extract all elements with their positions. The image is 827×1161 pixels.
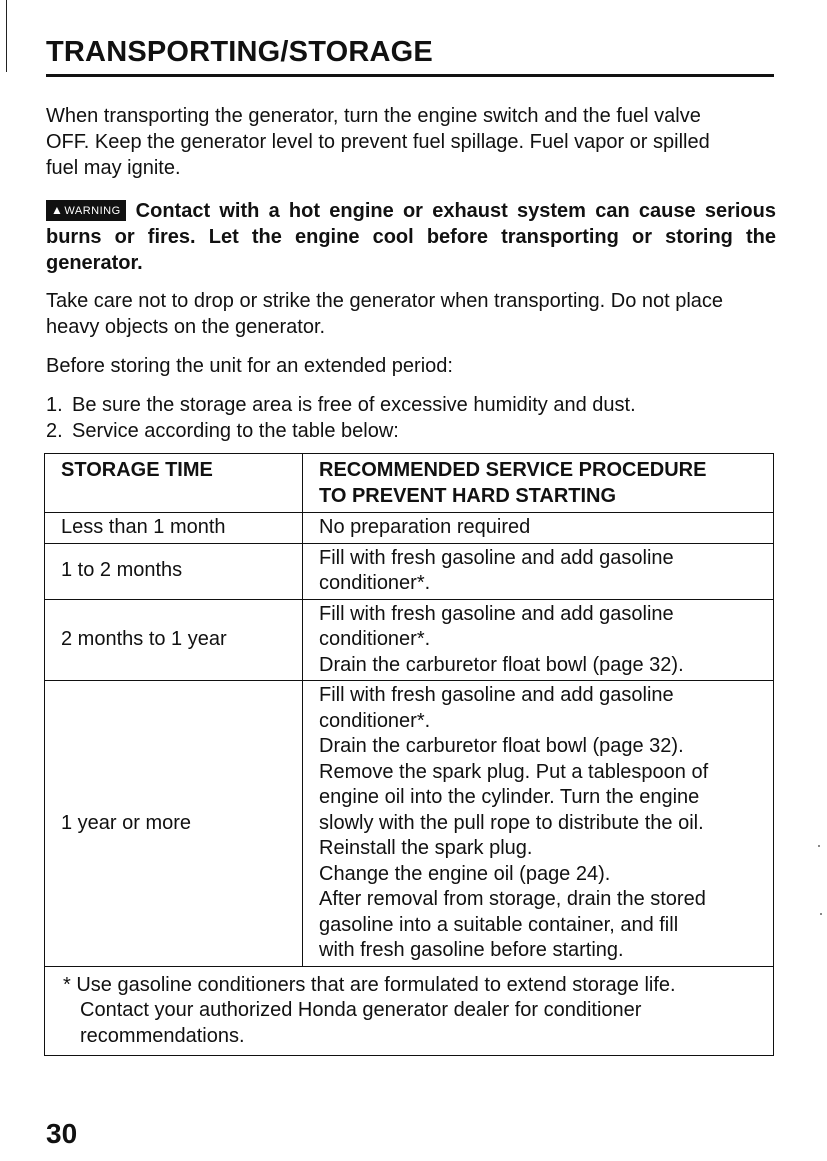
procedure-line: Remove the spark plug. Put a tablespoon of: [319, 760, 709, 783]
list-item: [46, 392, 776, 418]
procedure-line: Fill with fresh gasoline and add gasoline: [319, 684, 674, 706]
scan-speck: [818, 845, 820, 847]
procedure-line: engine oil into the cylinder. Turn the engine: [319, 786, 700, 808]
step-text: Be sure the storage area is free of excessive humidity and dust.: [72, 394, 636, 416]
procedure-line: Drain the carburetor float bowl (page 32).: [319, 735, 684, 757]
footnote-cell: [45, 966, 774, 1056]
header-procedure-line: RECOMMENDED SERVICE PROCEDURE: [319, 459, 707, 481]
procedure-line: conditioner*.: [319, 709, 431, 732]
header-procedure-line: TO PREVENT HARD STARTING: [319, 484, 617, 507]
storage-table: [44, 453, 774, 1056]
intro-line: fuel may ignite.: [46, 157, 181, 179]
procedure-cell: [303, 681, 774, 967]
care-line: Take care not to drop or strike the generator when transporting. Do not place: [46, 290, 724, 312]
procedure-line: No preparation required: [319, 516, 531, 538]
before-storing-text: Before storing the unit for an extended period:: [46, 355, 453, 377]
table-header-row: [45, 454, 774, 513]
care-paragraph: [46, 288, 776, 340]
page-title: TRANSPORTING/STORAGE: [46, 36, 433, 68]
scan-speck: [820, 913, 822, 915]
procedure-cell: [303, 599, 774, 681]
intro-line: OFF. Keep the generator level to prevent fuel spillage. Fuel vapor or spilled: [46, 131, 710, 153]
procedure-line: After removal from storage, drain the stored: [319, 888, 706, 910]
table-row: [45, 599, 774, 681]
warning-paragraph: [46, 198, 776, 276]
title-underline: [46, 74, 774, 77]
procedure-line: Fill with fresh gasoline and add gasoline: [319, 546, 674, 569]
procedure-line: Change the engine oil (page 24).: [319, 862, 611, 885]
procedure-line: conditioner*.: [319, 572, 431, 594]
footnote-line: Contact your authorized Honda generator dealer for conditioner: [80, 999, 642, 1021]
procedure-line: Drain the carburetor float bowl (page 32).: [319, 653, 684, 676]
warning-text: Contact with a hot engine or exhaust system can cause serious burns or fires. Let the engine cool before transporting or storing the generator.: [46, 200, 776, 274]
page-number: 30: [46, 1118, 78, 1149]
footnote-line: * Use gasoline conditioners that are formulated to extend storage life.: [63, 973, 676, 996]
header-storage-time: STORAGE TIME: [45, 454, 303, 513]
procedure-line: gasoline into a suitable container, and fill: [319, 913, 679, 936]
table-row: [45, 543, 774, 599]
header-procedure: [303, 454, 774, 513]
footnote-line: recommendations.: [80, 1024, 245, 1047]
list-item: [46, 418, 776, 444]
procedure-cell: [303, 513, 774, 544]
step-number: 2.: [46, 420, 63, 442]
procedure-line: conditioner*.: [319, 628, 431, 650]
left-margin-rule: [6, 0, 7, 72]
procedure-cell: [303, 543, 774, 599]
intro-line: When transporting the generator, turn the engine switch and the fuel valve: [46, 105, 701, 127]
table-footnote-row: [45, 966, 774, 1056]
warning-triangle-icon: ▲: [51, 203, 64, 217]
procedure-line: with fresh gasoline before starting.: [319, 939, 624, 961]
storage-time-cell: 2 months to 1 year: [45, 599, 303, 681]
procedure-line: Reinstall the spark plug.: [319, 837, 533, 859]
table-row: [45, 681, 774, 967]
warning-badge: [46, 200, 126, 221]
storage-time-cell: 1 year or more: [45, 681, 303, 967]
procedure-line: Fill with fresh gasoline and add gasoline: [319, 602, 674, 625]
care-line: heavy objects on the generator.: [46, 316, 326, 338]
step-number: 1.: [46, 394, 63, 416]
procedure-line: slowly with the pull rope to distribute the oil.: [319, 811, 704, 834]
warning-badge-label: WARNING: [64, 205, 121, 217]
intro-paragraph: [46, 103, 776, 181]
step-text: Service according to the table below:: [72, 420, 399, 442]
storage-time-cell: 1 to 2 months: [45, 543, 303, 599]
storage-time-cell: Less than 1 month: [45, 513, 303, 544]
table-row: [45, 513, 774, 544]
steps-list: [46, 392, 776, 444]
